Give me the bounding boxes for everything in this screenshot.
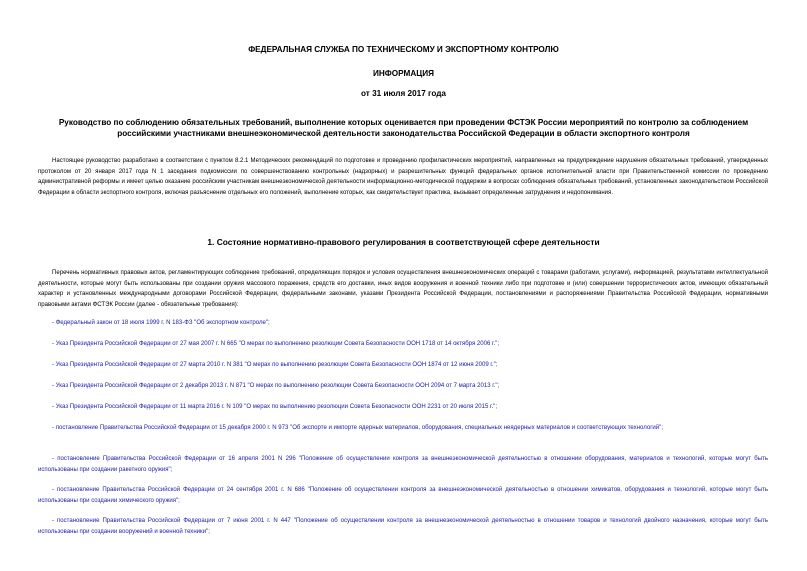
resolution-link[interactable]: - постановление Правительства Российской Федерации от 24 сентября 2001 г. N 686 "Положение об осуществлении контроля за внешнеэкономической деятельностью в отношении химикатов, оборудования и технологий, которые могут быть использованы при создании химического оружия";: [38, 487, 768, 504]
list-item[interactable]: [38, 485, 768, 506]
list-item[interactable]: [38, 381, 768, 392]
decree-link[interactable]: - Указ Президента Российской Федерации от 11 марта 2016 г. N 109 "О мерах по выполнению резолюции Совета Безопасности ООН 2231 от 20 июля 2015 г.";: [52, 404, 498, 410]
law-link[interactable]: - Федеральный закон от 18 июля 1999 г. N 183-ФЗ "Об экспортном контроле";: [52, 320, 270, 326]
document-title: Руководство по соблюдению обязательных требований, выполнение которых оценивается при проведении ФСТЭК России мероприятий по контролю за соблюдением российскими участниками внешнеэкономической деятельности законодательства Российской Федерации в области экспортного контроля: [58, 118, 749, 138]
list-item[interactable]: [38, 423, 768, 434]
intro-text: Настоящее руководство разработано в соответствии с пунктом 8.2.1 Методических рекомендаций по подготовке и проведению профилактических мероприятий, направленных на предупреждение нарушения обязательных требований, утвержденных протоколом от 20 января 2017 года N 1 заседания подкомиссии по совершенствованию контрольных (надзорных) и разрешительных функций федеральных органов исполнительной власти при Правительственной комиссии по проведению административной реформы и имеет целью оказание российским участникам внешнеэкономической деятельности информационно-методической поддержки в вопросах соблюдения обязательных требований, установленных законодательством Российской Федерации в области экспортного контроля, включая разъяснение отдельных его положений, выполнение которых, как свидетельствует практика, вызывает определенные затруднения и недопонимания.: [38, 158, 768, 196]
list-item[interactable]: [38, 339, 768, 350]
list-item[interactable]: [38, 454, 768, 475]
list-item[interactable]: [38, 402, 768, 413]
document-date: от 31 июля 2017 года: [361, 89, 446, 98]
list-item[interactable]: [38, 516, 768, 537]
list-intro-paragraph: [38, 268, 768, 310]
resolution-link[interactable]: - постановление Правительства Российской Федерации от 7 июня 2001 г. N 447 "Положение об осуществлении контроля за внешнеэкономической деятельностью в отношении товаров и технологий двойного назначения, которые могут быть использованы при создании вооружений и военной техники";: [38, 518, 768, 535]
intro-paragraph: [38, 156, 768, 198]
agency-heading: ФЕДЕРАЛЬНАЯ СЛУЖБА ПО ТЕХНИЧЕСКОМУ И ЭКСПОРТНОМУ КОНТРОЛЮ: [248, 45, 559, 54]
resolution-link[interactable]: - постановление Правительства Российской Федерации от 16 апреля 2001 N 296 "Положение об осуществлении контроля за внешнеэкономической деятельностью в отношении оборудования, материалов и технологий, которые могут быть использованы при создании ракетного оружия";: [38, 456, 768, 473]
decree-link[interactable]: - Указ Президента Российской Федерации от 27 мая 2007 г. N 665 "О мерах по выполнению резолюции Совета Безопасности ООН 1718 от 14 октября 2006 г.";: [52, 341, 500, 347]
resolution-link[interactable]: - постановление Правительства Российской Федерации от 15 декабря 2000 г. N 973 "Об экспорте и импорте ядерных материалов, оборудования, специальных неядерных материалов и соответствующих технологий";: [52, 425, 664, 431]
list-intro-text: Перечень нормативных правовых актов, регламентирующих соблюдение требований, определяющих порядок и условия осуществления внешнеэкономических операций с товарами (работами, услугами), информацией, результатами интеллектуальной деятельности, которые могут быть использованы при создании оружия массового поражения, средств его доставки, иных видов вооружения и военной техники либо при подготовке и (или) совершении террористических актов, имеющих обязательный характер и установленных международными договорами Российской Федерации, федеральными законами, указами Президента Российской Федерации, постановлениями и распоряжениями Правительства Российской Федерации, нормативными правовыми актами ФСТЭК России (далее - обязательные требования):: [38, 270, 768, 308]
decree-link[interactable]: - Указ Президента Российской Федерации от 27 марта 2010 г. N 381 "О мерах по выполнению резолюции Совета Безопасности ООН 1874 от 12 июня 2009 г.";: [52, 362, 498, 368]
list-item[interactable]: [38, 318, 768, 329]
decree-link[interactable]: - Указ Президента Российской Федерации от 2 декабря 2013 г. N 871 "О мерах по выполнению резолюции Совета Безопасности ООН 2094 от 7 марта 2013 г.";: [52, 383, 500, 389]
section-heading: 1. Состояние нормативно-правового регулирования в соответствующей сфере деятельности: [207, 237, 600, 247]
document-type: ИНФОРМАЦИЯ: [373, 69, 434, 78]
list-item[interactable]: [38, 360, 768, 371]
